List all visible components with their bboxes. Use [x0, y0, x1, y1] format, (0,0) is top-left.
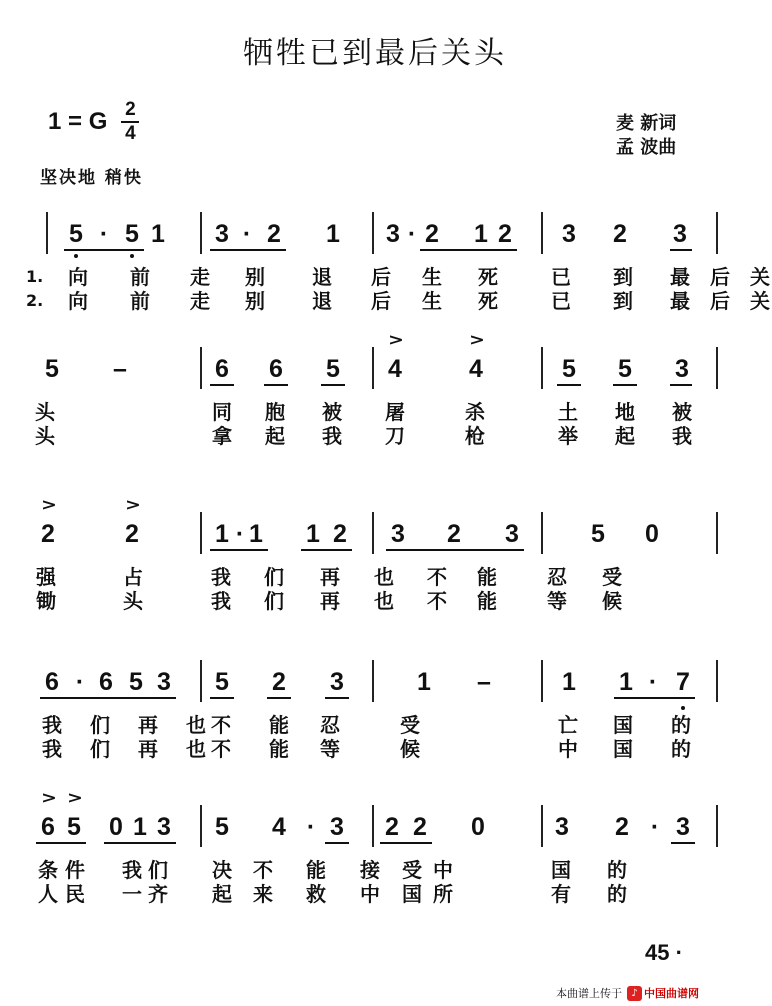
accent-mark: > [469, 330, 485, 350]
barline [200, 660, 202, 702]
lyric-char: 占 [123, 565, 143, 589]
note: 0 [109, 813, 123, 841]
lyric-char: 再 [320, 565, 340, 589]
lyric-char: 们 [90, 737, 110, 761]
note: 3 [391, 520, 405, 548]
barline [541, 660, 543, 702]
note: 3 [157, 668, 171, 696]
lyric-char: 也 [186, 713, 206, 737]
lyric-char: 胞 [265, 400, 285, 424]
lyric-char: 忍 [547, 565, 567, 589]
lyric-char: 死 [478, 265, 498, 289]
accent-mark: > [388, 330, 404, 350]
note: 2 [425, 220, 439, 248]
lyric-char: 不 [211, 713, 231, 737]
lyric-char: 国 [613, 737, 633, 761]
octave-dot [681, 706, 685, 710]
note: 6 [215, 355, 229, 383]
lyric-char: 们 [264, 589, 284, 613]
rhythm-underline [325, 842, 349, 844]
lyric-char: 前 [130, 265, 150, 289]
lyricist: 麦 新词 [616, 113, 677, 134]
lyric-char: 一 [122, 882, 142, 906]
lyric-char: 走 [190, 289, 210, 313]
lyric-char: 被 [672, 400, 692, 424]
note: 3 [386, 220, 400, 248]
lyric-char: 候 [400, 737, 420, 761]
lyric-char: 接 [360, 858, 380, 882]
note: 6 [45, 668, 59, 696]
lyric-char: 国 [613, 713, 633, 737]
lyric-char: 中 [558, 737, 578, 761]
note: 5 [618, 355, 632, 383]
credits [616, 112, 676, 160]
lyric-char: 受 [602, 565, 622, 589]
lyric-char: 件 [65, 858, 85, 882]
note: 1 [474, 220, 488, 248]
barline [200, 347, 202, 389]
footer [556, 982, 748, 1004]
accent-mark: > [67, 788, 83, 808]
dotted-rhythm-dot: · [306, 813, 316, 841]
lyric-char: 被 [322, 400, 342, 424]
footer-text: 本曲谱上传于 [556, 987, 622, 1000]
rhythm-underline [670, 384, 692, 386]
site-logo: 中国曲谱网 [644, 987, 699, 1000]
barline [716, 805, 718, 847]
composer: 孟 波曲 [616, 137, 677, 158]
lyric-char: 刀 [385, 424, 405, 448]
barline [541, 212, 543, 254]
lyric-char: 我 [42, 737, 62, 761]
note: 3 [675, 355, 689, 383]
accent-mark: > [41, 495, 57, 515]
lyric-char: 候 [602, 589, 622, 613]
lyric-char: 后 [710, 265, 730, 289]
note: 2 [498, 220, 512, 248]
note: 1 [619, 668, 633, 696]
lyric-char: 也 [186, 737, 206, 761]
lyric-char: 生 [422, 289, 442, 313]
note: 1 [562, 668, 576, 696]
note: 5 [215, 668, 229, 696]
lyric-char: 民 [65, 882, 85, 906]
note: 1 [417, 668, 431, 696]
tempo-marking: 坚决地 稍快 [40, 168, 143, 188]
lyric-char: 齐 [148, 882, 168, 906]
barline [541, 805, 543, 847]
note: 3 [330, 668, 344, 696]
note: 2 [272, 668, 286, 696]
lyric-char: 不 [211, 737, 231, 761]
note: 1 [133, 813, 147, 841]
note: 3 [330, 813, 344, 841]
note: 1 [151, 220, 165, 248]
lyric-char: 地 [615, 400, 635, 424]
barline [541, 347, 543, 389]
rhythm-underline [210, 249, 286, 251]
lyric-char: 生 [422, 265, 442, 289]
note: 3 [562, 220, 576, 248]
lyric-char: 不 [253, 858, 273, 882]
rhythm-underline [210, 384, 234, 386]
lyric-char: 救 [306, 882, 326, 906]
lyric-char: 杀 [465, 400, 485, 424]
lyric-char: 我 [322, 424, 342, 448]
barline [200, 212, 202, 254]
lyric-char: 强 [36, 565, 56, 589]
lyric-char: 们 [264, 565, 284, 589]
lyric-char: 国 [551, 858, 571, 882]
key-signature [48, 100, 139, 144]
lyric-char: 后 [371, 265, 391, 289]
lyric-char: 前 [130, 289, 150, 313]
dotted-rhythm-dot: · [407, 220, 417, 248]
lyric-char: 别 [245, 265, 265, 289]
note: 3 [676, 813, 690, 841]
note: 1 [326, 220, 340, 248]
lyric-char: 我 [42, 713, 62, 737]
dotted-rhythm-dot: · [75, 668, 85, 696]
lyric-char: 最 [670, 265, 690, 289]
note: 5 [562, 355, 576, 383]
accent-mark: > [125, 495, 141, 515]
lyric-char: 决 [212, 858, 232, 882]
barline [372, 347, 374, 389]
barline [372, 512, 374, 554]
rhythm-underline [264, 384, 288, 386]
note: 2 [615, 813, 629, 841]
barline [200, 512, 202, 554]
octave-dot [130, 254, 134, 258]
rhythm-underline [420, 249, 517, 251]
rhythm-underline [321, 384, 345, 386]
lyric-char: 我 [672, 424, 692, 448]
lyric-char: 头 [35, 424, 55, 448]
lyric-char: 也 [374, 565, 394, 589]
note: 1 [249, 520, 263, 548]
lyric-char: 忍 [320, 713, 340, 737]
time-top: 2 [125, 99, 136, 120]
dotted-rhythm-dot: · [650, 813, 660, 841]
lyric-char: 受 [400, 713, 420, 737]
rhythm-underline [104, 842, 176, 844]
lyric-char: 土 [558, 400, 578, 424]
lyric-char: 能 [477, 589, 497, 613]
barline [716, 212, 718, 254]
rhythm-underline [613, 384, 637, 386]
note: 3 [505, 520, 519, 548]
lyric-char: 们 [148, 858, 168, 882]
lyric-char: 关 [750, 289, 770, 313]
lyric-char: 向 [68, 289, 88, 313]
note: 4 [469, 355, 483, 383]
dotted-rhythm-dot: · [99, 220, 109, 248]
lyric-char: 所 [433, 882, 453, 906]
lyric-char: 也 [374, 589, 394, 613]
note: 2 [333, 520, 347, 548]
verse-number: 1. [26, 267, 44, 286]
rhythm-underline [301, 549, 352, 551]
lyric-char: 拿 [212, 424, 232, 448]
lyric-char: 再 [138, 713, 158, 737]
lyric-char: 的 [671, 713, 691, 737]
barline [200, 805, 202, 847]
note: 2 [385, 813, 399, 841]
time-bottom: 4 [125, 123, 136, 144]
note: 6 [41, 813, 55, 841]
dotted-rhythm-dot: · [648, 668, 658, 696]
lyric-char: 走 [190, 265, 210, 289]
lyric-char: 关 [750, 265, 770, 289]
lyric-char: 的 [607, 858, 627, 882]
rhythm-underline [557, 384, 581, 386]
lyric-char: 举 [558, 424, 578, 448]
rhythm-underline [210, 697, 234, 699]
lyric-char: 能 [269, 713, 289, 737]
lyric-char: 起 [615, 424, 635, 448]
lyric-char: 不 [427, 565, 447, 589]
lyric-char: 最 [670, 289, 690, 313]
barline [716, 660, 718, 702]
lyric-char: 人 [38, 882, 58, 906]
verse-number: 2. [26, 291, 44, 310]
rhythm-underline [64, 249, 144, 251]
note: – [477, 668, 491, 696]
music-note-icon: ♪ [627, 986, 642, 1001]
lyric-char: 中 [360, 882, 380, 906]
lyric-char: 们 [90, 713, 110, 737]
rhythm-underline [671, 842, 695, 844]
lyric-char: 来 [253, 882, 273, 906]
note: 3 [555, 813, 569, 841]
lyric-char: 已 [551, 289, 571, 313]
barline [372, 212, 374, 254]
lyric-char: 头 [123, 589, 143, 613]
rhythm-underline [380, 842, 432, 844]
note: 6 [99, 668, 113, 696]
lyric-char: 退 [312, 265, 332, 289]
note: 5 [125, 220, 139, 248]
note: 2 [125, 520, 139, 548]
note: 0 [471, 813, 485, 841]
rhythm-underline [36, 842, 86, 844]
note: 5 [326, 355, 340, 383]
lyric-char: 别 [245, 289, 265, 313]
lyric-char: 能 [269, 737, 289, 761]
lyric-char: 头 [35, 400, 55, 424]
note: 5 [69, 220, 83, 248]
lyric-char: 的 [671, 737, 691, 761]
lyric-char: 有 [551, 882, 571, 906]
lyric-char: 后 [371, 289, 391, 313]
note: 7 [676, 668, 690, 696]
note: 2 [447, 520, 461, 548]
lyric-char: 锄 [36, 589, 56, 613]
note: 2 [41, 520, 55, 548]
rhythm-underline [614, 697, 695, 699]
note: 2 [413, 813, 427, 841]
lyric-char: 的 [607, 882, 627, 906]
lyric-char: 国 [402, 882, 422, 906]
note: 3 [157, 813, 171, 841]
lyric-char: 同 [212, 400, 232, 424]
lyric-char: 后 [710, 289, 730, 313]
lyric-char: 到 [613, 265, 633, 289]
lyric-char: 我 [211, 565, 231, 589]
note: 5 [215, 813, 229, 841]
note: – [113, 355, 127, 383]
barline [372, 805, 374, 847]
lyric-char: 再 [320, 589, 340, 613]
note: 5 [67, 813, 81, 841]
lyric-char: 能 [306, 858, 326, 882]
lyric-char: 受 [402, 858, 422, 882]
note: 0 [645, 520, 659, 548]
note: 1 [215, 520, 229, 548]
lyric-char: 向 [68, 265, 88, 289]
note: 6 [269, 355, 283, 383]
rhythm-underline [670, 249, 692, 251]
lyric-char: 起 [212, 882, 232, 906]
rhythm-underline [210, 549, 268, 551]
lyric-char: 死 [478, 289, 498, 313]
rhythm-underline [325, 697, 349, 699]
lyric-char: 屠 [385, 400, 405, 424]
rhythm-underline [40, 697, 176, 699]
lyric-char: 我 [122, 858, 142, 882]
lyric-char: 能 [477, 565, 497, 589]
lyric-char: 起 [265, 424, 285, 448]
barline [46, 212, 48, 254]
dotted-rhythm-dot: · [235, 520, 245, 548]
note: 2 [613, 220, 627, 248]
time-signature [121, 100, 139, 144]
lyric-char: 已 [551, 265, 571, 289]
lyric-char: 条 [38, 858, 58, 882]
lyric-char: 再 [138, 737, 158, 761]
note: 5 [45, 355, 59, 383]
note: 5 [591, 520, 605, 548]
octave-dot [74, 254, 78, 258]
note: 3 [673, 220, 687, 248]
note: 5 [129, 668, 143, 696]
lyric-char: 我 [211, 589, 231, 613]
barline [716, 347, 718, 389]
rhythm-underline [267, 697, 291, 699]
barline [716, 512, 718, 554]
note: 1 [306, 520, 320, 548]
lyric-char: 等 [320, 737, 340, 761]
lyric-char: 枪 [465, 424, 485, 448]
lyric-char: 到 [613, 289, 633, 313]
lyric-char: 中 [433, 858, 453, 882]
lyric-char: 不 [427, 589, 447, 613]
barline [372, 660, 374, 702]
lyric-char: 等 [547, 589, 567, 613]
note: 3 [215, 220, 229, 248]
lyric-char: 亡 [558, 713, 578, 737]
page-number: 45 · [645, 940, 683, 965]
lyric-char: 退 [312, 289, 332, 313]
key-label: 1 = G [48, 108, 108, 135]
accent-mark: > [41, 788, 57, 808]
note: 2 [267, 220, 281, 248]
rhythm-underline [386, 549, 524, 551]
note: 4 [272, 813, 286, 841]
song-title: 牺牲已到最后关头 [243, 36, 507, 71]
dotted-rhythm-dot: · [242, 220, 252, 248]
barline [541, 512, 543, 554]
note: 4 [388, 355, 402, 383]
